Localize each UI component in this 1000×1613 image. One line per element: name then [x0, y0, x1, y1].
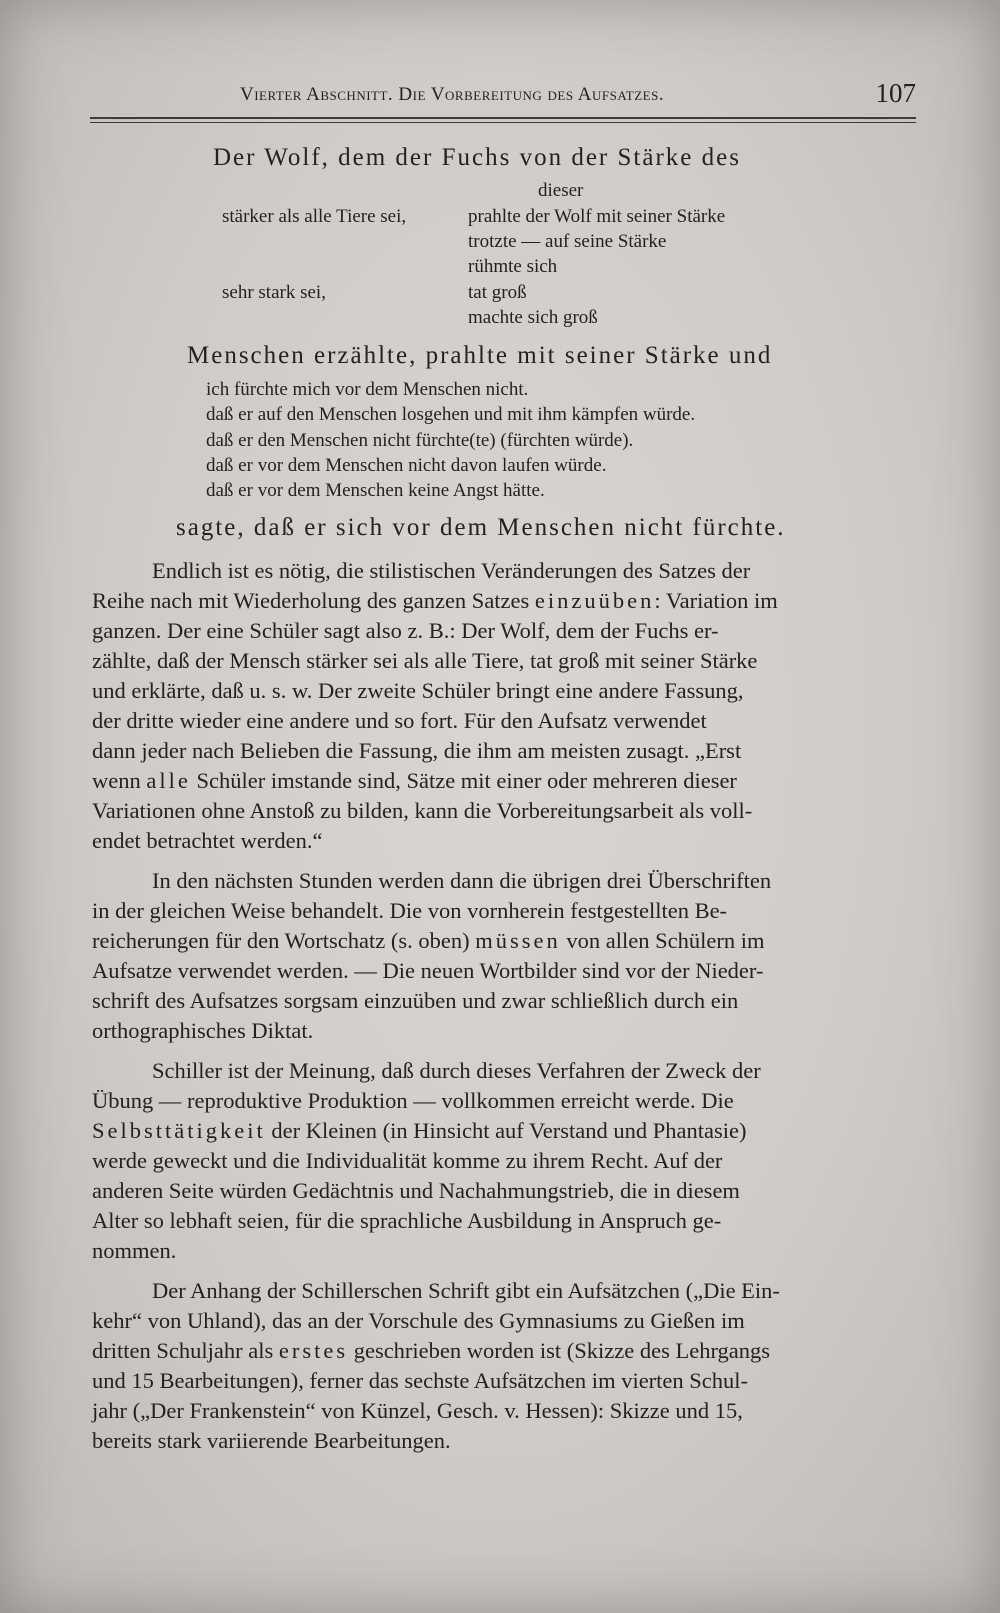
- text-run: reicherungen für den Wortschatz (s. oben): [92, 928, 470, 953]
- scheme-line-3: sagte, daß er sich vor dem Menschen nicht fürchte.: [176, 514, 786, 541]
- scheme-dieser: dieser: [538, 180, 584, 201]
- paragraph-1-line: [92, 588, 778, 614]
- scheme-line-1: Der Wolf, dem der Fuchs von der Stärke des: [213, 144, 741, 171]
- scheme-right-d: tat groß: [468, 282, 527, 303]
- header-rule-thick: [90, 117, 916, 119]
- scheme-left-b: sehr stark sei,: [222, 282, 326, 303]
- running-head-title: Vierter Abschnitt. Die Vorbereitung des Aufsatzes.: [240, 84, 665, 105]
- paragraph-3-line: anderen Seite würden Gedächtnis und Nachahmungstrieb, die in diesem: [92, 1178, 740, 1203]
- paragraph-4-line: kehr“ von Uhland), das an der Vorschule des Gymnasiums zu Gießen im: [92, 1308, 745, 1333]
- spaced-emphasis: einzuüben: [534, 588, 655, 613]
- paragraph-1-line: endet betrachtet werden.“: [92, 828, 323, 853]
- text-run: von allen Schülern im: [566, 928, 765, 953]
- scheme-option: daß er vor dem Menschen nicht davon laufen würde.: [206, 455, 607, 476]
- paragraph-1-line: zählte, daß der Mensch stärker sei als alle Tiere, tat groß mit seiner Stärke: [92, 648, 758, 673]
- scheme-right-a: prahlte der Wolf mit seiner Stärke: [468, 206, 726, 227]
- paragraph-3-line: nommen.: [92, 1238, 177, 1263]
- paragraph-3-line: Schiller ist der Meinung, daß durch dieses Verfahren der Zweck der: [152, 1058, 761, 1083]
- paragraph-1-line: Variationen ohne Anstoß zu bilden, kann die Vorbereitungsarbeit als voll-: [92, 798, 753, 823]
- scheme-option: ich fürchte mich vor dem Menschen nicht.: [206, 379, 529, 400]
- paragraph-3-line: Übung — reproduktive Produktion — vollkommen erreicht werde. Die: [92, 1088, 734, 1113]
- text-run: Reihe nach mit Wiederholung des ganzen Satzes: [92, 588, 530, 613]
- text-run: wenn: [92, 768, 141, 793]
- text-run: : Variation im: [654, 588, 778, 613]
- paragraph-1-line: Endlich ist es nötig, die stilistischen Veränderungen des Satzes der: [152, 558, 751, 583]
- spaced-emphasis: müssen: [475, 928, 561, 953]
- paragraph-2-line: in der gleichen Weise behandelt. Die von vornherein festgestellten Be-: [92, 898, 728, 923]
- paragraph-4-line: jahr („Der Frankenstein“ von Künzel, Gesch. v. Hessen): Skizze und 15,: [92, 1398, 743, 1423]
- paragraph-2-line: In den nächsten Stunden werden dann die übrigen drei Überschriften: [152, 868, 772, 893]
- paragraph-2-line: [92, 928, 764, 954]
- text-run: der Kleinen (in Hinsicht auf Verstand und Phantasie): [271, 1118, 747, 1143]
- paragraph-1-line: [92, 768, 737, 794]
- paragraph-3-line: Alter so lebhaft seien, für die sprachliche Ausbildung in Anspruch ge-: [92, 1208, 722, 1233]
- paragraph-3-line: [92, 1118, 746, 1144]
- text-run: Schüler imstande sind, Sätze mit einer oder mehreren dieser: [196, 768, 737, 793]
- scheme-line-2: Menschen erzählte, prahlte mit seiner Stärke und: [187, 342, 773, 369]
- paragraph-4-line: [92, 1338, 770, 1364]
- paragraph-1-line: und erklärte, daß u. s. w. Der zweite Schüler bringt eine andere Fassung,: [92, 678, 744, 703]
- paragraph-2-line: orthographisches Diktat.: [92, 1018, 314, 1043]
- scheme-right-b: trotzte — auf seine Stärke: [468, 231, 667, 252]
- paragraph-1-line: der dritte wieder eine andere und so fort. Für den Aufsatz verwendet: [92, 708, 707, 733]
- header-rule-thin: [90, 122, 916, 123]
- scheme-option: daß er den Menschen nicht fürchte(te) (fürchten würde).: [206, 430, 634, 451]
- scheme-option: daß er auf den Menschen losgehen und mit ihm kämpfen würde.: [206, 404, 696, 425]
- spaced-emphasis: Selbsttätigkeit: [92, 1118, 266, 1143]
- scheme-left-a: stärker als alle Tiere sei,: [222, 206, 407, 227]
- scheme-option: daß er vor dem Menschen keine Angst hätte.: [206, 480, 545, 501]
- paragraph-2-line: schrift des Aufsatzes sorgsam einzuüben und zwar schließlich durch ein: [92, 988, 739, 1013]
- paragraph-1-line: dann jeder nach Belieben die Fassung, die ihm am meisten zusagt. „Erst: [92, 738, 742, 763]
- paragraph-4-line: Der Anhang der Schillerschen Schrift gibt ein Aufsätzchen („Die Ein-: [152, 1278, 780, 1303]
- paragraph-4-line: und 15 Bearbeitungen), ferner das sechste Aufsätzchen im vierten Schul-: [92, 1368, 749, 1393]
- paragraph-4-line: bereits stark variierende Bearbeitungen.: [92, 1428, 451, 1453]
- text-run: dritten Schuljahr als: [92, 1338, 274, 1363]
- paragraph-3-line: werde geweckt und die Individualität komme zu ihrem Recht. Auf der: [92, 1148, 723, 1173]
- scheme-right-c: rühmte sich: [468, 256, 558, 277]
- spaced-emphasis: alle: [146, 768, 191, 793]
- paragraph-1-line: ganzen. Der eine Schüler sagt also z. B.: Der Wolf, dem der Fuchs er-: [92, 618, 719, 643]
- paragraph-2-line: Aufsatze verwendet werden. — Die neuen Wortbilder sind vor der Nieder-: [92, 958, 764, 983]
- spaced-emphasis: erstes: [278, 1338, 349, 1363]
- text-run: geschrieben worden ist (Skizze des Lehrgangs: [353, 1338, 771, 1363]
- scheme-right-e: machte sich groß: [468, 307, 598, 328]
- running-head: [90, 78, 916, 118]
- page-number: 107: [875, 78, 916, 108]
